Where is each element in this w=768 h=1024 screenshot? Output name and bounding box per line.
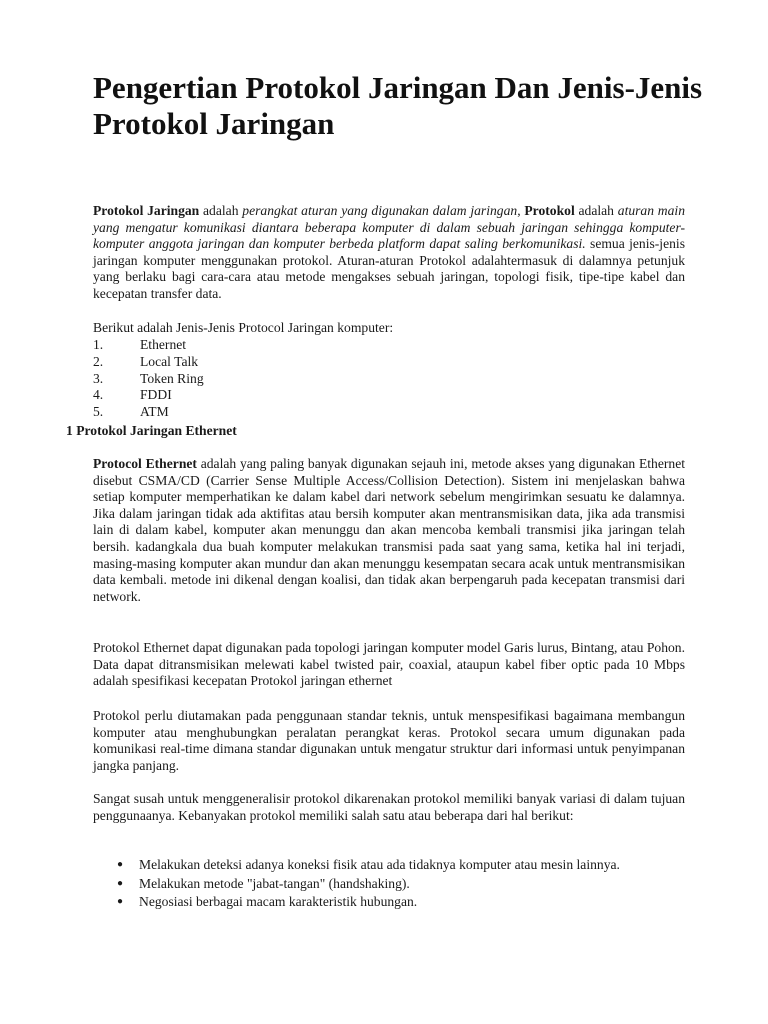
term-protokol: Protokol <box>524 203 575 218</box>
list-number: 4. <box>93 387 104 403</box>
list-number: 1. <box>93 337 104 352</box>
standard-paragraph: Protokol perlu diutamakan pada penggunaan standar teknis, untuk menspesifikasi bagaimana membangun komputer atau menghubungkan peralatan perangkat keras. Protokol secara umum digunakan pada komunikasi real-time dimana standar digunakan untuk mengatur struktur dari informasi untuk penyimpanan jangka panjang. <box>93 708 685 773</box>
intro-text-1: adalah <box>199 203 243 218</box>
bullet-item <box>93 894 685 911</box>
intro-text-4: semua jenis-jenis jaringan komputer menggunakan protokol. Aturan-aturan Protokol adalahtermasuk di dalamnya petunjuk yang berlaku bagi cara-cara atau metode mengakses sebuah jaringan, topologi fisik, tipe-tipe kabel dan kecepatan transfer data. <box>93 236 685 301</box>
section-heading-ethernet: 1 Protokol Jaringan Ethernet <box>66 423 237 438</box>
list-number: 5. <box>93 404 104 420</box>
bullet-text: Melakukan deteksi adanya koneksi fisik atau ada tidaknya komputer atau mesin lainnya. <box>139 857 620 872</box>
list-label: Ethernet <box>140 337 187 352</box>
page-title: Pengertian Protokol Jaringan Dan Jenis-Jenis Protokol Jaringan <box>93 70 703 141</box>
term-protocol-ethernet: Protocol Ethernet <box>93 456 197 471</box>
bullet-icon: ● <box>117 877 124 889</box>
topology-paragraph: Protokol Ethernet dapat digunakan pada topologi jaringan komputer model Garis lurus, Bintang, atau Pohon. Data dapat ditransmisikan melewati kabel twisted pair, coaxial, ataupun kabel fiber optic pada 10 Mbps adalah spesifikasi kecepatan Protokol jaringan ethernet <box>93 640 685 689</box>
general-paragraph: Sangat susah untuk menggeneralisir protokol dikarenakan protokol memiliki banyak variasi di dalam tujuan penggunaanya. Kebanyakan protokol memiliki salah satu atau beberapa dari hal berikut: <box>93 791 685 823</box>
bullet-icon: ● <box>117 896 124 908</box>
bullet-icon: ● <box>117 859 124 870</box>
list-intro: Berikut adalah Jenis-Jenis Protocol Jaringan komputer: <box>93 320 394 335</box>
list-label: FDDI <box>140 387 172 403</box>
protocol-list <box>93 337 593 421</box>
bullet-text: Negosiasi berbagai macam karakteristik hubungan. <box>139 894 418 910</box>
intro-text-2: , <box>517 203 525 218</box>
list-label: ATM <box>140 404 169 420</box>
term-protokol-jaringan: Protokol Jaringan <box>93 203 200 218</box>
definition-italic-2: aturan main yang mengatur komunikasi diantara beberapa komputer di dalam sebuah jaringan sehingga komputer-komputer anggota jaringan dan komputer berbeda platform dapat saling berkomunikasi. <box>93 203 685 252</box>
intro-text-3: adalah <box>574 203 618 218</box>
list-number: 2. <box>93 353 104 369</box>
list-label: Local Talk <box>140 353 199 369</box>
list-number: 3. <box>93 370 104 386</box>
list-item <box>93 404 593 421</box>
feature-bullet-list <box>93 857 685 913</box>
bullet-item <box>93 857 685 874</box>
list-item <box>93 387 593 404</box>
ethernet-text: adalah yang paling banyak digunakan sejauh ini, metode akses yang digunakan Ethernet disebut CSMA/CD (Carrier Sense Multiple Access/Collision Detection). Sistem ini menjelaskan bahwa setiap komputer memperhatikan ke dalam kabel dari network sebelum mengirimkan sesuatu ke dalamnya. Jika dalam jaringan tidak ada aktifitas atau bersih komputer akan mentransmisikan data, jika ada transmisi lain di dalam kabel, komputer akan menunggu dan akan mencoba kembali transmisi jika jaringan telah bersih. kadangkala dua buah komputer melakukan transmisi pada saat yang sama, ketika hal ini terjadi, masing-masing komputer akan mundur dan akan menunggu kesempatan secara acak untuk mentransmisikan data kembali. metode ini dikenal dengan koalisi, dan tidak akan berpengaruh pada kecepatan transmisi dari network. <box>93 456 685 604</box>
bullet-item <box>93 876 685 893</box>
bullet-text: Melakukan metode "jabat-tangan" (handshaking). <box>139 875 410 891</box>
list-item <box>93 371 593 388</box>
list-label: Token Ring <box>140 370 204 386</box>
list-item <box>93 354 593 371</box>
list-item <box>93 337 593 354</box>
ethernet-paragraph <box>93 456 685 605</box>
intro-paragraph <box>93 203 685 303</box>
definition-italic-1: perangkat aturan yang digunakan dalam jaringan <box>242 203 518 218</box>
